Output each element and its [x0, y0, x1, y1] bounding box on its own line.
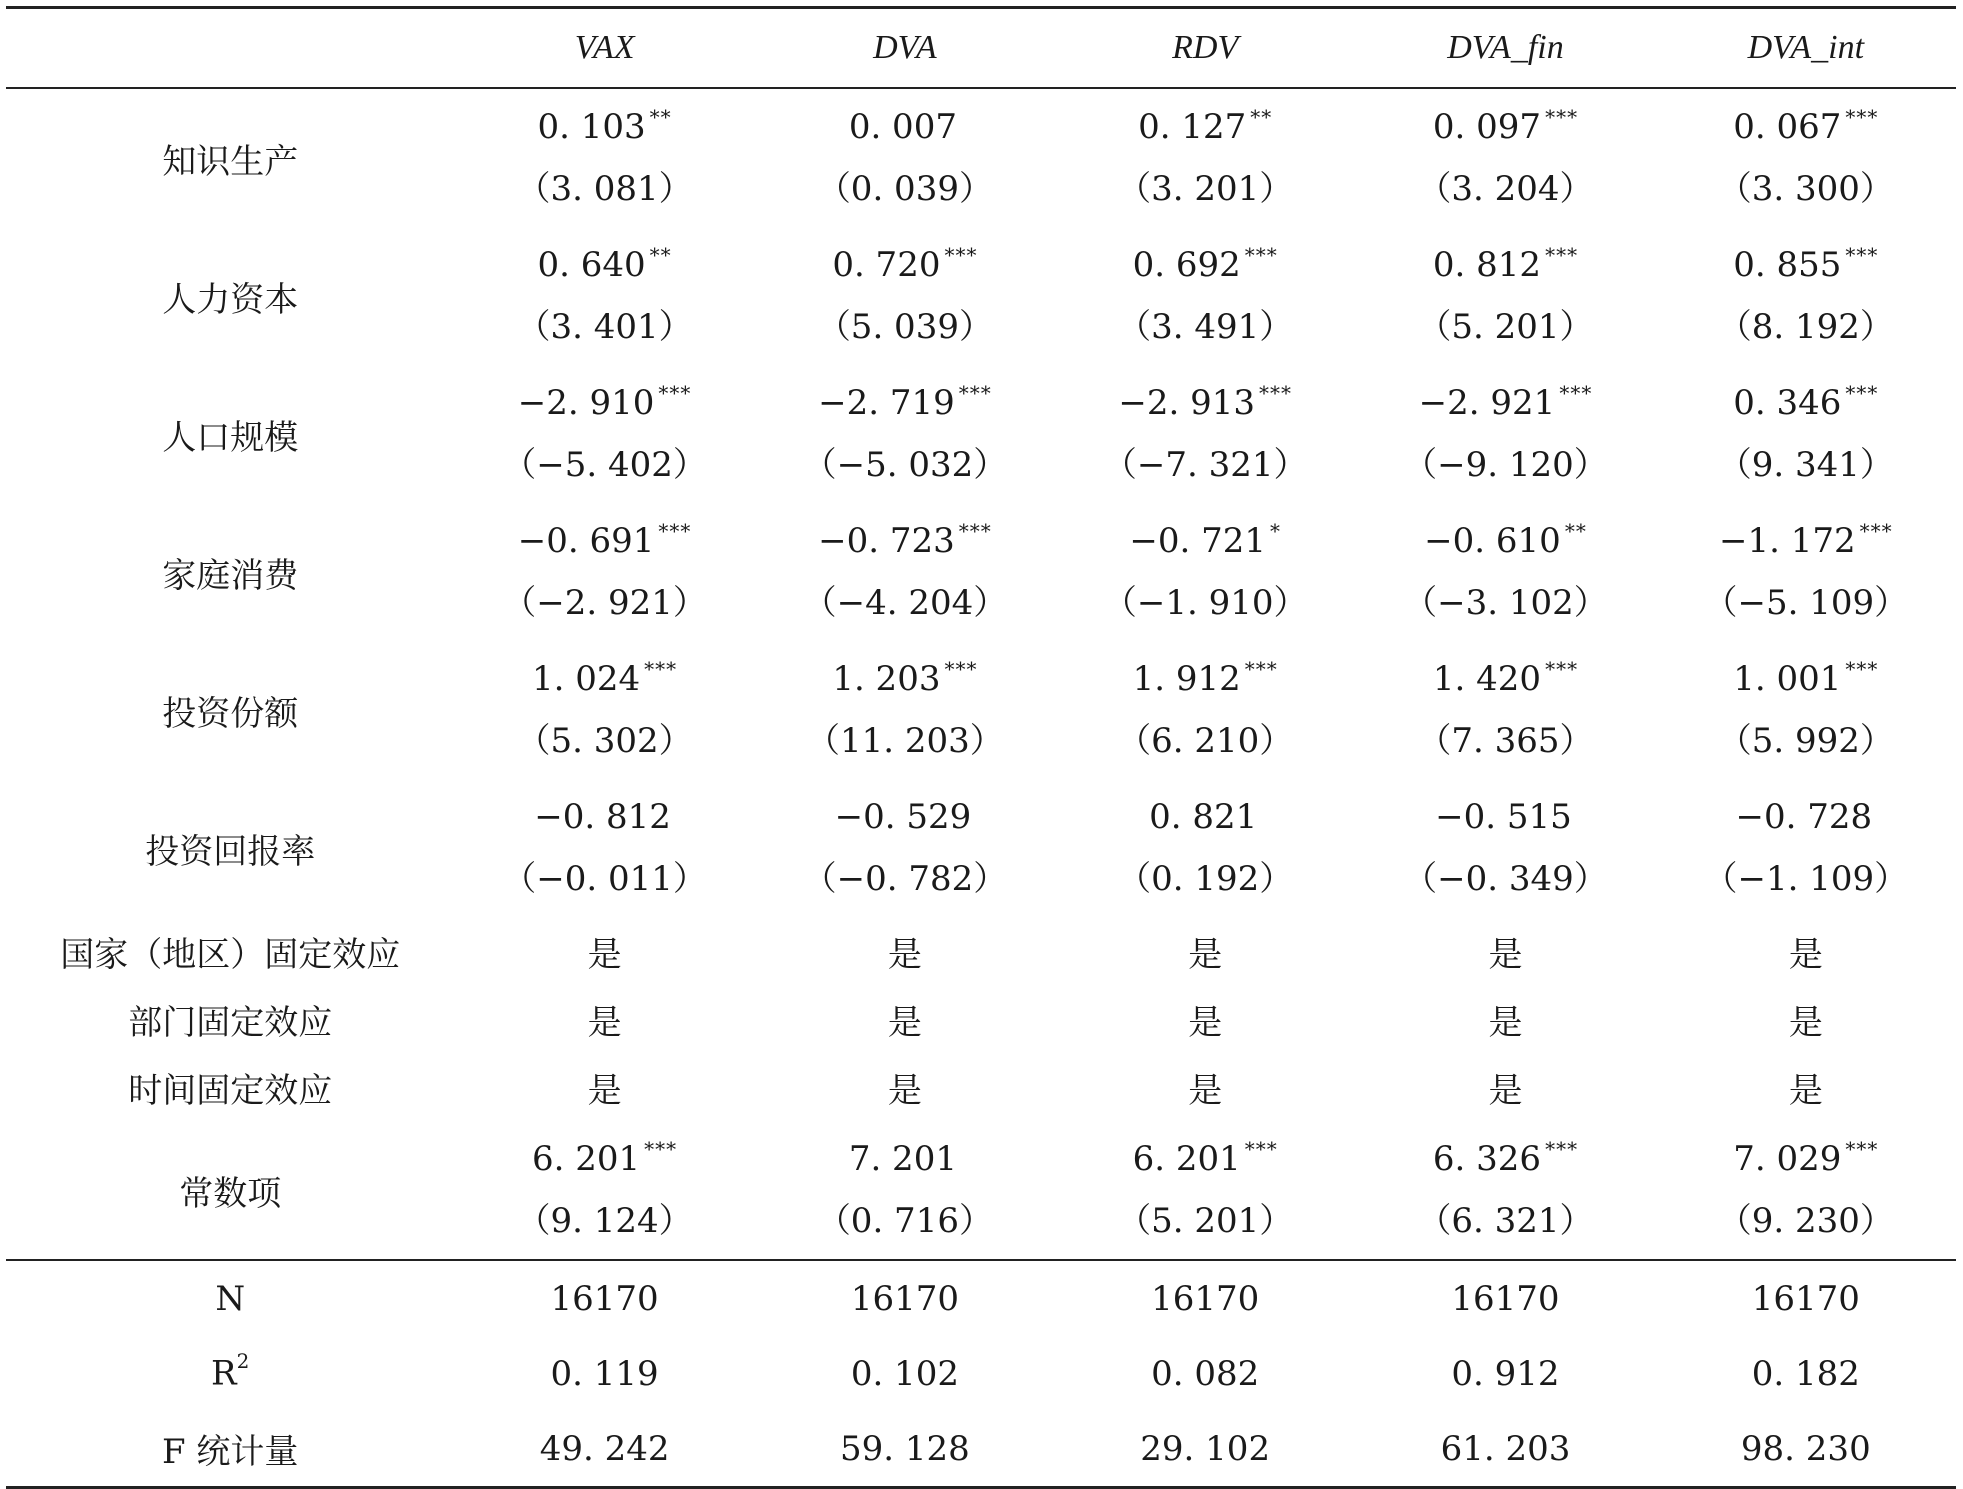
- coef-value: [1149, 797, 1261, 837]
- fe-cell: 是: [1488, 1002, 1523, 1043]
- table-row: [6, 1260, 1956, 1336]
- significance-stars: ***: [1845, 104, 1879, 129]
- t-statistic: （0. 192）: [1117, 858, 1294, 899]
- coef-value: [1138, 104, 1273, 147]
- coef-number: −2. 910: [517, 382, 655, 423]
- coef-value: [1733, 380, 1879, 423]
- coef-value: [1424, 518, 1587, 561]
- t-statistic: （5. 992）: [1717, 720, 1894, 761]
- row-label: 国家（地区）固定效应: [60, 934, 401, 975]
- t-statistic: （3. 201）: [1117, 168, 1294, 209]
- table-row: [6, 503, 1956, 641]
- t-statistic: （5. 302）: [516, 720, 693, 761]
- significance-stars: ***: [958, 518, 992, 543]
- coef-cell: [1355, 1121, 1655, 1260]
- coef-value: [1132, 1136, 1278, 1179]
- coef-cell: [454, 365, 754, 503]
- coef-number: 1. 420: [1432, 658, 1542, 699]
- coef-stack: [755, 797, 1055, 900]
- row-label: [6, 1336, 454, 1411]
- stat-cell: 98. 230: [1656, 1411, 1956, 1488]
- t-statistic: （−3. 102）: [1403, 582, 1608, 623]
- coef-stack: [1355, 797, 1655, 900]
- fe-cell: 是: [1788, 1070, 1823, 1111]
- row-label-text: R: [211, 1353, 237, 1394]
- significance-stars: ***: [1545, 242, 1579, 267]
- significance-stars: ***: [1244, 1136, 1278, 1161]
- coef-value: [849, 107, 961, 147]
- coef-value: [1719, 518, 1893, 561]
- t-statistic: （−1. 109）: [1703, 858, 1909, 899]
- table-row: [6, 1336, 1956, 1411]
- row-label: 常数项: [179, 1173, 282, 1214]
- t-statistic: （−5. 032）: [802, 444, 1008, 485]
- row-label: [6, 1411, 454, 1488]
- table-row: [6, 1411, 1956, 1488]
- significance-stars: ***: [958, 380, 992, 405]
- coef-stack: [1055, 797, 1355, 900]
- fe-cell: 是: [1188, 934, 1223, 975]
- significance-stars: ***: [1559, 380, 1593, 405]
- coef-value: [818, 518, 992, 561]
- coef-stack: [1055, 380, 1355, 486]
- coef-value: [1733, 104, 1879, 147]
- coef-stack: [1055, 242, 1355, 348]
- coef-cell: [755, 641, 1055, 779]
- significance-stars: ***: [658, 380, 692, 405]
- coef-stack: [755, 656, 1055, 762]
- stat-cell: 16170: [1656, 1260, 1956, 1336]
- t-statistic: （7. 365）: [1417, 720, 1594, 761]
- coef-value: [1118, 380, 1293, 423]
- stat-cell: 16170: [1055, 1260, 1355, 1336]
- coef-value: [1435, 797, 1576, 837]
- coef-cell: [755, 88, 1055, 227]
- coef-value: [532, 656, 678, 699]
- coef-cell: [454, 1121, 754, 1260]
- t-statistic: （8. 192）: [1717, 306, 1894, 347]
- coef-number: 6. 326: [1432, 1138, 1542, 1179]
- column-header: DVA_fin: [1447, 29, 1564, 66]
- coef-value: [1432, 104, 1579, 147]
- coef-number: −0. 728: [1735, 796, 1873, 837]
- t-statistic: （−7. 321）: [1102, 444, 1308, 485]
- coef-value: [1132, 656, 1278, 699]
- coef-stack: [1656, 518, 1956, 624]
- coef-cell: [755, 779, 1055, 917]
- significance-stars: ***: [1545, 104, 1579, 129]
- coef-number: 6. 201: [1132, 1138, 1241, 1179]
- coef-number: −2. 921: [1418, 382, 1556, 423]
- significance-stars: ***: [1545, 1136, 1579, 1161]
- coef-stack: [1656, 656, 1956, 762]
- coef-number: −2. 719: [818, 382, 955, 423]
- coef-number: 0. 720: [832, 244, 941, 285]
- coef-value: [1432, 242, 1579, 285]
- coef-cell: [1055, 227, 1355, 365]
- coef-cell: [1656, 88, 1956, 227]
- coef-number: 0. 821: [1149, 796, 1258, 837]
- coef-value: [1432, 1136, 1579, 1179]
- coef-stack: [1355, 656, 1655, 762]
- coef-cell: [1055, 641, 1355, 779]
- coef-number: −0. 515: [1435, 796, 1572, 837]
- row-label: 家庭消费: [162, 555, 299, 596]
- coef-number: 1. 912: [1132, 658, 1241, 699]
- header-blank: [6, 8, 454, 89]
- fe-cell: 是: [587, 1070, 622, 1111]
- t-statistic: （−2. 921）: [502, 582, 707, 623]
- t-statistic: （−4. 204）: [802, 582, 1008, 623]
- coef-cell: [454, 503, 754, 641]
- fe-cell: 是: [1788, 934, 1823, 975]
- coef-stack: [454, 518, 754, 624]
- row-label: 投资回报率: [145, 831, 316, 872]
- coef-number: −0. 723: [818, 520, 955, 561]
- coef-value: [1736, 797, 1877, 837]
- significance-stars: **: [1250, 104, 1273, 129]
- coef-stack: [454, 797, 754, 900]
- coef-cell: [1656, 779, 1956, 917]
- fe-cell: 是: [1188, 1070, 1223, 1111]
- coef-value: [532, 1136, 678, 1179]
- t-statistic: （−1. 910）: [1102, 582, 1308, 623]
- significance-stars: ***: [1845, 1136, 1879, 1161]
- stat-cell: 16170: [1355, 1260, 1655, 1336]
- row-label: [6, 1260, 454, 1336]
- row-label: 知识生产: [162, 141, 299, 182]
- superscript: 2: [236, 1349, 250, 1374]
- coef-cell: [1656, 365, 1956, 503]
- coef-stack: [1355, 1136, 1655, 1242]
- coef-stack: [1355, 242, 1655, 348]
- coef-cell: [755, 503, 1055, 641]
- row-label: 人口规模: [162, 417, 299, 458]
- coef-number: 0. 007: [848, 106, 957, 147]
- coef-value: [517, 380, 692, 423]
- t-statistic: （9. 341）: [1717, 444, 1894, 485]
- coef-number: 0. 067: [1733, 106, 1842, 147]
- table-header: [6, 8, 1956, 89]
- fe-cell: 是: [587, 934, 622, 975]
- significance-stars: ***: [1845, 656, 1879, 681]
- table-row: [6, 227, 1956, 365]
- coef-value: [835, 797, 976, 837]
- stat-cell: 0. 912: [1451, 1353, 1560, 1394]
- t-statistic: （−9. 120）: [1403, 444, 1608, 485]
- coef-cell: [454, 88, 754, 227]
- stat-cell: 16170: [755, 1260, 1055, 1336]
- coef-stack: [1656, 242, 1956, 348]
- row-label-text: N: [215, 1278, 246, 1319]
- coef-number: 0. 103: [537, 106, 646, 147]
- coef-value: [1733, 656, 1879, 699]
- coef-cell: [1355, 227, 1655, 365]
- coef-number: 1. 024: [532, 658, 641, 699]
- coef-cell: [454, 779, 754, 917]
- coef-number: 0. 097: [1432, 106, 1542, 147]
- coef-stack: [1355, 518, 1655, 624]
- coef-stack: [454, 380, 754, 486]
- column-header: DVA: [873, 29, 937, 66]
- coef-number: −0. 691: [517, 520, 655, 561]
- coef-cell: [755, 365, 1055, 503]
- stat-cell: 0. 102: [850, 1353, 959, 1394]
- stat-cell: 59. 128: [755, 1411, 1055, 1488]
- significance-stars: ***: [1859, 518, 1893, 543]
- stat-cell: 0. 119: [550, 1353, 659, 1394]
- t-statistic: （−5. 402）: [502, 444, 707, 485]
- coef-stack: [755, 107, 1055, 210]
- coef-cell: [1656, 641, 1956, 779]
- coef-value: [534, 797, 675, 837]
- coef-number: −0. 812: [534, 796, 671, 837]
- coef-cell: [1055, 365, 1355, 503]
- coef-stack: [454, 1136, 754, 1242]
- table-row: [6, 985, 1956, 1053]
- t-statistic: （11. 203）: [806, 720, 1004, 761]
- coef-stack: [454, 104, 754, 210]
- coef-value: [537, 242, 672, 285]
- t-statistic: （−5. 109）: [1703, 582, 1909, 623]
- table-row: [6, 641, 1956, 779]
- significance-stars: ***: [1845, 380, 1879, 405]
- coef-value: [1733, 1136, 1879, 1179]
- row-label: 人力资本: [162, 279, 299, 320]
- coef-value: [832, 656, 978, 699]
- coef-number: −0. 610: [1424, 520, 1561, 561]
- coef-cell: [1055, 779, 1355, 917]
- coef-stack: [755, 380, 1055, 486]
- stat-cell: 61. 203: [1355, 1411, 1655, 1488]
- t-statistic: （5. 039）: [816, 306, 993, 347]
- stat-cell: 29. 102: [1055, 1411, 1355, 1488]
- coef-cell: [1355, 779, 1655, 917]
- coef-stack: [1055, 1136, 1355, 1242]
- coef-stack: [1055, 656, 1355, 762]
- t-statistic: （5. 201）: [1117, 1200, 1294, 1241]
- t-statistic: （3. 491）: [1117, 306, 1294, 347]
- row-label: 部门固定效应: [128, 1002, 333, 1043]
- coef-stack: [1656, 797, 1956, 900]
- coef-cell: [454, 227, 754, 365]
- coef-cell: [1055, 88, 1355, 227]
- table-row: [6, 779, 1956, 917]
- coef-number: −0. 529: [834, 796, 972, 837]
- coef-cell: [1656, 503, 1956, 641]
- column-header: DVA_int: [1747, 29, 1865, 66]
- coef-value: [1733, 242, 1879, 285]
- coef-number: −1. 172: [1719, 520, 1856, 561]
- table-row: [6, 917, 1956, 985]
- t-statistic: （−0. 011）: [502, 858, 707, 899]
- coef-value: [832, 242, 978, 285]
- row-label-text: F 统计量: [162, 1432, 299, 1472]
- column-header: VAX: [574, 29, 635, 66]
- coef-stack: [1055, 518, 1355, 624]
- coef-number: 0. 640: [537, 244, 646, 285]
- coef-stack: [1355, 104, 1655, 210]
- fe-cell: 是: [1488, 934, 1523, 975]
- fe-cell: 是: [887, 1002, 922, 1043]
- t-statistic: （6. 210）: [1117, 720, 1294, 761]
- t-statistic: （5. 201）: [1417, 306, 1594, 347]
- coef-value: [1418, 380, 1593, 423]
- coef-number: −2. 913: [1118, 382, 1256, 423]
- coef-cell: [1656, 227, 1956, 365]
- stat-cell: 0. 182: [1751, 1353, 1860, 1394]
- significance-stars: **: [1564, 518, 1587, 543]
- coef-value: [849, 1139, 961, 1179]
- t-statistic: （3. 300）: [1717, 168, 1894, 209]
- fe-cell: 是: [887, 1070, 922, 1111]
- fe-cell: 是: [1488, 1070, 1523, 1111]
- significance-stars: ***: [644, 656, 678, 681]
- coef-stack: [1656, 104, 1956, 210]
- coef-stack: [755, 1139, 1055, 1242]
- coef-value: [1132, 242, 1278, 285]
- coef-stack: [1055, 104, 1355, 210]
- significance-stars: ***: [944, 656, 978, 681]
- coef-cell: [1355, 88, 1655, 227]
- table-row: [6, 1053, 1956, 1121]
- significance-stars: **: [649, 242, 672, 267]
- coef-value: [1432, 656, 1579, 699]
- stat-cell: 49. 242: [454, 1411, 754, 1488]
- coef-number: 0. 855: [1733, 244, 1842, 285]
- fe-cell: 是: [1788, 1002, 1823, 1043]
- coef-stack: [755, 518, 1055, 624]
- coef-cell: [755, 227, 1055, 365]
- fe-cell: 是: [1188, 1002, 1223, 1043]
- regression-table: [6, 6, 1956, 1489]
- significance-stars: ***: [658, 518, 692, 543]
- coef-number: 1. 203: [832, 658, 941, 699]
- coef-cell: [1355, 503, 1655, 641]
- significance-stars: ***: [1244, 656, 1278, 681]
- coef-stack: [1656, 1136, 1956, 1242]
- coef-cell: [755, 1121, 1055, 1260]
- coef-number: 0. 692: [1132, 244, 1241, 285]
- coef-stack: [1656, 380, 1956, 486]
- coef-value: [818, 380, 992, 423]
- coef-cell: [1055, 503, 1355, 641]
- coef-cell: [1656, 1121, 1956, 1260]
- t-statistic: （0. 716）: [816, 1200, 993, 1241]
- coef-cell: [454, 641, 754, 779]
- t-statistic: （−0. 782）: [802, 858, 1008, 899]
- t-statistic: （3. 401）: [516, 306, 693, 347]
- fe-cell: 是: [887, 934, 922, 975]
- coef-number: 7. 201: [848, 1138, 957, 1179]
- significance-stars: **: [649, 104, 672, 129]
- table-row: [6, 1121, 1956, 1260]
- stat-cell: 0. 082: [1151, 1353, 1260, 1394]
- row-label: 投资份额: [162, 693, 299, 734]
- coef-number: 0. 127: [1138, 106, 1247, 147]
- coef-cell: [1355, 641, 1655, 779]
- table-row: [6, 88, 1956, 227]
- coef-number: 0. 346: [1733, 382, 1842, 423]
- coef-number: 0. 812: [1432, 244, 1542, 285]
- t-statistic: （0. 039）: [816, 168, 993, 209]
- significance-stars: ***: [644, 1136, 678, 1161]
- significance-stars: ***: [1545, 656, 1579, 681]
- coef-stack: [1355, 380, 1655, 486]
- t-statistic: （−0. 349）: [1403, 858, 1608, 899]
- table-row: [6, 365, 1956, 503]
- coef-cell: [1055, 1121, 1355, 1260]
- coef-stack: [454, 242, 754, 348]
- coef-number: 6. 201: [532, 1138, 641, 1179]
- coef-value: [1129, 518, 1282, 561]
- t-statistic: （9. 230）: [1717, 1200, 1894, 1241]
- coef-value: [517, 518, 692, 561]
- significance-stars: ***: [1244, 242, 1278, 267]
- coef-number: 1. 001: [1733, 658, 1842, 699]
- coef-stack: [454, 656, 754, 762]
- significance-stars: ***: [1259, 380, 1293, 405]
- significance-stars: ***: [1845, 242, 1879, 267]
- row-label: 时间固定效应: [128, 1070, 333, 1111]
- coef-number: 7. 029: [1733, 1138, 1842, 1179]
- t-statistic: （9. 124）: [516, 1200, 693, 1241]
- significance-stars: ***: [944, 242, 978, 267]
- t-statistic: （3. 204）: [1417, 168, 1594, 209]
- coef-number: −0. 721: [1129, 520, 1267, 561]
- fe-cell: 是: [587, 1002, 622, 1043]
- t-statistic: （3. 081）: [516, 168, 693, 209]
- coef-cell: [1355, 365, 1655, 503]
- coef-stack: [755, 242, 1055, 348]
- t-statistic: （6. 321）: [1417, 1200, 1594, 1241]
- coef-value: [537, 104, 672, 147]
- table-body: [6, 88, 1956, 1488]
- column-header: RDV: [1172, 29, 1239, 66]
- stat-cell: 16170: [454, 1260, 754, 1336]
- significance-stars: *: [1270, 518, 1282, 543]
